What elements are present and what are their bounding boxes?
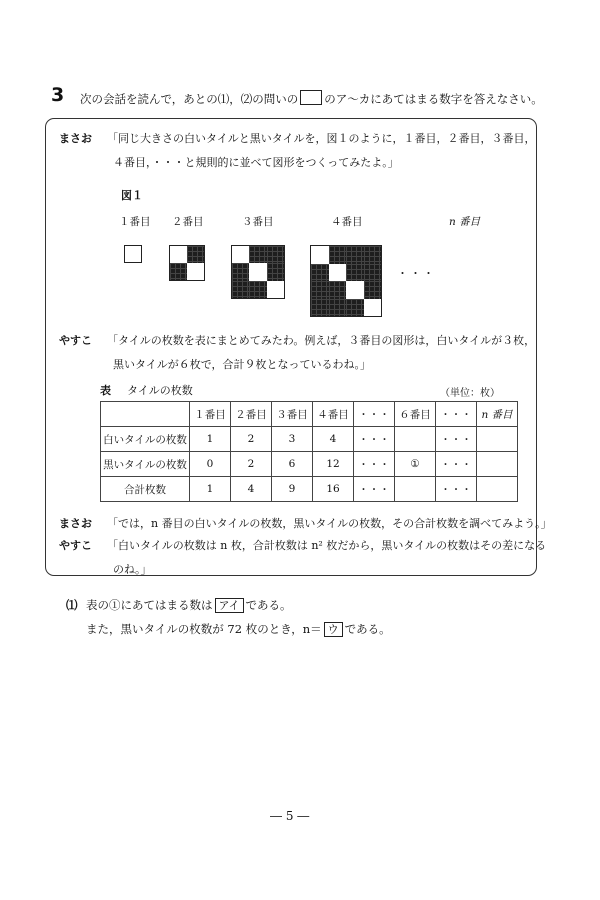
figure-col-2: ２番目 [172, 216, 204, 228]
page-number: ― 5 ― [270, 809, 310, 823]
table-row [101, 427, 518, 452]
row-label: 白いタイルの枚数 [101, 427, 190, 452]
table-cell: 4 [313, 427, 354, 452]
speaker-yasuko: やすこ [59, 334, 92, 347]
table-cell: ・・・ [436, 452, 477, 477]
table-cell: ・・・ [354, 427, 395, 452]
tile-pattern-1 [124, 245, 142, 263]
figure-ellipsis: ・・・ [397, 267, 436, 280]
blank-box-icon [300, 90, 322, 105]
table-cell: 1 [190, 477, 231, 502]
table-row [101, 477, 518, 502]
row-label: 黒いタイルの枚数 [101, 452, 190, 477]
table-cell: 16 [313, 477, 354, 502]
yasuko-line-2: 黒いタイルが６枚で，合計９枚となっているわね。」 [113, 358, 372, 371]
sub1-line2-pre: また，黒いタイルの枚数が 72 枚のとき，n＝ [86, 622, 322, 636]
table-cell: ・・・ [354, 452, 395, 477]
table-cell: 0 [190, 452, 231, 477]
sub1-line2-post: である。 [344, 622, 391, 636]
instruction-pre: 次の会話を読んで，あとの⑴，⑵の問いの [80, 92, 299, 106]
subquestion-line-1 [86, 597, 292, 613]
figure-col-4: ４番目 [331, 216, 363, 228]
table-cell [477, 477, 518, 502]
table-unit: （単位：枚） [440, 388, 500, 399]
header-cell: ・・・ [354, 402, 395, 427]
sub1-line1-post: である。 [245, 598, 292, 612]
masao-line-2: ４番目，・・・と規則的に並べて図形をつくってみたよ。」 [113, 156, 399, 169]
figure-col-1: １番目 [119, 216, 151, 228]
table-cell: 9 [272, 477, 313, 502]
answer-box-u: ウ [324, 622, 343, 637]
row-label: 合計枚数 [101, 477, 190, 502]
table-header-row [101, 402, 518, 427]
instruction-post: のア～カにあてはまる数字を答えなさい。 [324, 92, 543, 106]
tile-pattern-3 [231, 245, 285, 299]
table-cell: 2 [231, 427, 272, 452]
sub1-line1-pre: 表の①にあてはまる数は [86, 598, 213, 612]
table-cell: ① [395, 452, 436, 477]
tile-count-table [100, 401, 518, 502]
table-cell [477, 427, 518, 452]
speaker-masao: まさお [59, 132, 92, 145]
tile-pattern-2 [169, 245, 205, 281]
yasuko-line-1: 「タイルの枚数を表にまとめてみたわ。例えば，３番目の図形は，白いタイルが３枚， [107, 334, 536, 347]
table-cell: 12 [313, 452, 354, 477]
subquestion-number: ⑴ [66, 598, 78, 612]
figure-col-3: ３番目 [242, 216, 274, 228]
yasuko-line-3: 「白いタイルの枚数は n 枚，合計枚数は n² 枚だから，黒いタイルの枚数はその差になる [107, 539, 547, 552]
question-instruction [80, 90, 543, 107]
figure-label: 図１ [121, 189, 143, 202]
header-cell: ３番目 [272, 402, 313, 427]
table-label: 表 [100, 384, 111, 397]
subquestion-line-2 [86, 621, 391, 637]
table-cell: ・・・ [436, 427, 477, 452]
header-cell [101, 402, 190, 427]
table-cell: 3 [272, 427, 313, 452]
table-caption: タイルの枚数 [127, 384, 193, 397]
table-cell: 4 [231, 477, 272, 502]
table-cell: 6 [272, 452, 313, 477]
speaker-masao-2: まさお [59, 517, 92, 530]
speaker-yasuko-2: やすこ [59, 539, 92, 552]
table-cell: ・・・ [436, 477, 477, 502]
table-cell [395, 477, 436, 502]
table-cell: 1 [190, 427, 231, 452]
figure-col-n: n 番目 [449, 216, 481, 228]
header-cell: ４番目 [313, 402, 354, 427]
header-cell: １番目 [190, 402, 231, 427]
yasuko-line-4: のね。」 [113, 563, 152, 576]
question-number: 3 [51, 84, 65, 106]
header-cell: n 番目 [477, 402, 518, 427]
masao-line-1: 「同じ大きさの白いタイルと黒いタイルを，図１のように，１番目，２番目，３番目， [107, 132, 536, 145]
table-cell: ・・・ [354, 477, 395, 502]
header-cell: ２番目 [231, 402, 272, 427]
answer-box-ai: アイ [215, 598, 244, 613]
table-cell [395, 427, 436, 452]
table-cell: 2 [231, 452, 272, 477]
masao-line-3: 「では，n 番目の白いタイルの枚数，黒いタイルの枚数，その合計枚数を調べてみよう。」 [107, 517, 552, 530]
table-cell [477, 452, 518, 477]
table-row [101, 452, 518, 477]
header-cell: ・・・ [436, 402, 477, 427]
header-cell: ６番目 [395, 402, 436, 427]
tile-pattern-4 [310, 245, 382, 317]
